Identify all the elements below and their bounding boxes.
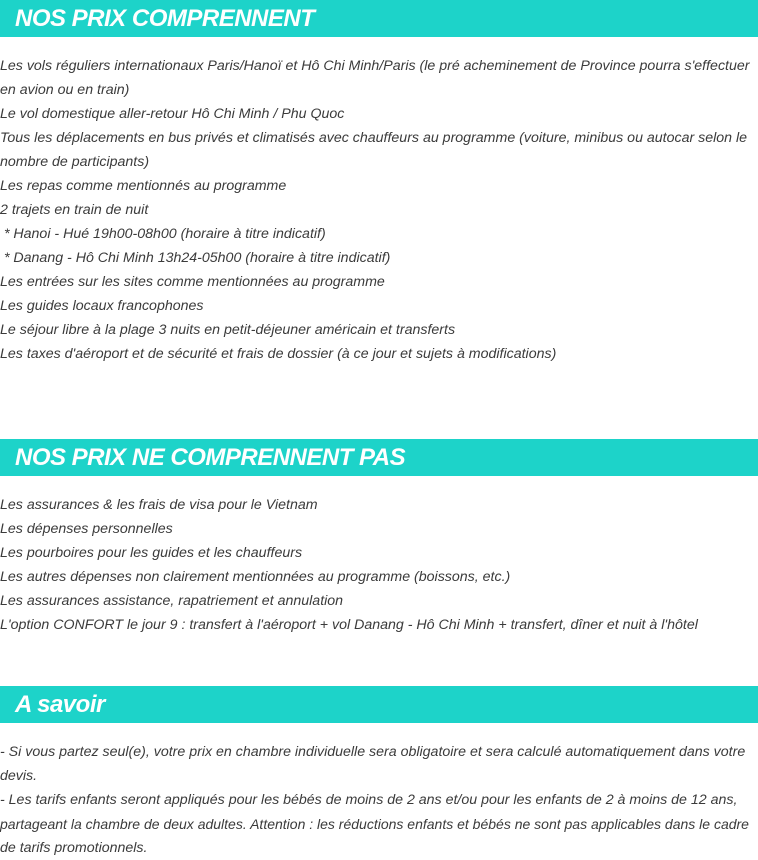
list-item: Les entrées sur les sites comme mentionnées au programme <box>0 274 385 290</box>
list-item: en avion ou en train) <box>0 82 130 98</box>
paragraph-line: - Si vous partez seul(e), votre prix en chambre individuelle sera obligatoire et sera calculé automatiquement dans votre <box>0 744 746 760</box>
paragraph-line: partageant la chambre de deux adultes. Attention : les réductions enfants et bébés ne sont pas applicables dans le cadre <box>0 816 749 832</box>
paragraph-line: devis. <box>0 768 38 784</box>
list-item: nombre de participants) <box>0 154 150 170</box>
list-item: Le séjour libre à la plage 3 nuits en petit-déjeuner américain et transferts <box>0 322 456 338</box>
included-title: NOS PRIX COMPRENNENT <box>15 4 315 32</box>
good-to-know-header <box>0 686 758 723</box>
list-item: Les dépenses personnelles <box>0 521 173 537</box>
list-item: L'option CONFORT le jour 9 : transfert à l'aéroport + vol Danang - Hô Chi Minh + transfert, dîner et nuit à l'hôtel <box>0 617 698 633</box>
list-item: Les assurances assistance, rapatriement et annulation <box>0 593 344 609</box>
list-item: Le vol domestique aller-retour Hô Chi Minh / Phu Quoc <box>0 106 345 122</box>
excluded-header <box>0 439 758 476</box>
list-item: Les taxes d'aéroport et de sécurité et frais de dossier (à ce jour et sujets à modifications) <box>0 346 557 362</box>
list-item: Les guides locaux francophones <box>0 298 204 314</box>
list-item: * Hanoi - Hué 19h00-08h00 (horaire à titre indicatif) <box>0 226 326 242</box>
list-item: Les assurances & les frais de visa pour le Vietnam <box>0 497 318 513</box>
list-item: Les autres dépenses non clairement mentionnées au programme (boissons, etc.) <box>0 569 511 585</box>
excluded-list <box>0 493 758 637</box>
list-item: Les repas comme mentionnés au programme <box>0 178 287 194</box>
list-item: Tous les déplacements en bus privés et climatisés avec chauffeurs au programme (voiture, minibus ou autocar selon le <box>0 130 748 146</box>
good-to-know-text <box>0 740 758 860</box>
included-header <box>0 0 758 37</box>
paragraph-line: de tarifs promotionnels. <box>0 840 148 856</box>
list-item: 2 trajets en train de nuit <box>0 202 149 218</box>
list-item: Les vols réguliers internationaux Paris/Hanoï et Hô Chi Minh/Paris (le pré acheminement de Province pourra s'effectuer <box>0 58 750 74</box>
paragraph-line: - Les tarifs enfants seront appliqués pour les bébés de moins de 2 ans et/ou pour les enfants de 2 à moins de 12 ans, <box>0 792 738 808</box>
list-item: * Danang - Hô Chi Minh 13h24-05h00 (horaire à titre indicatif) <box>0 250 391 266</box>
excluded-title: NOS PRIX NE COMPRENNENT PAS <box>15 443 406 471</box>
list-item: Les pourboires pour les guides et les chauffeurs <box>0 545 303 561</box>
good-to-know-title: A savoir <box>15 690 105 718</box>
included-list <box>0 54 758 366</box>
